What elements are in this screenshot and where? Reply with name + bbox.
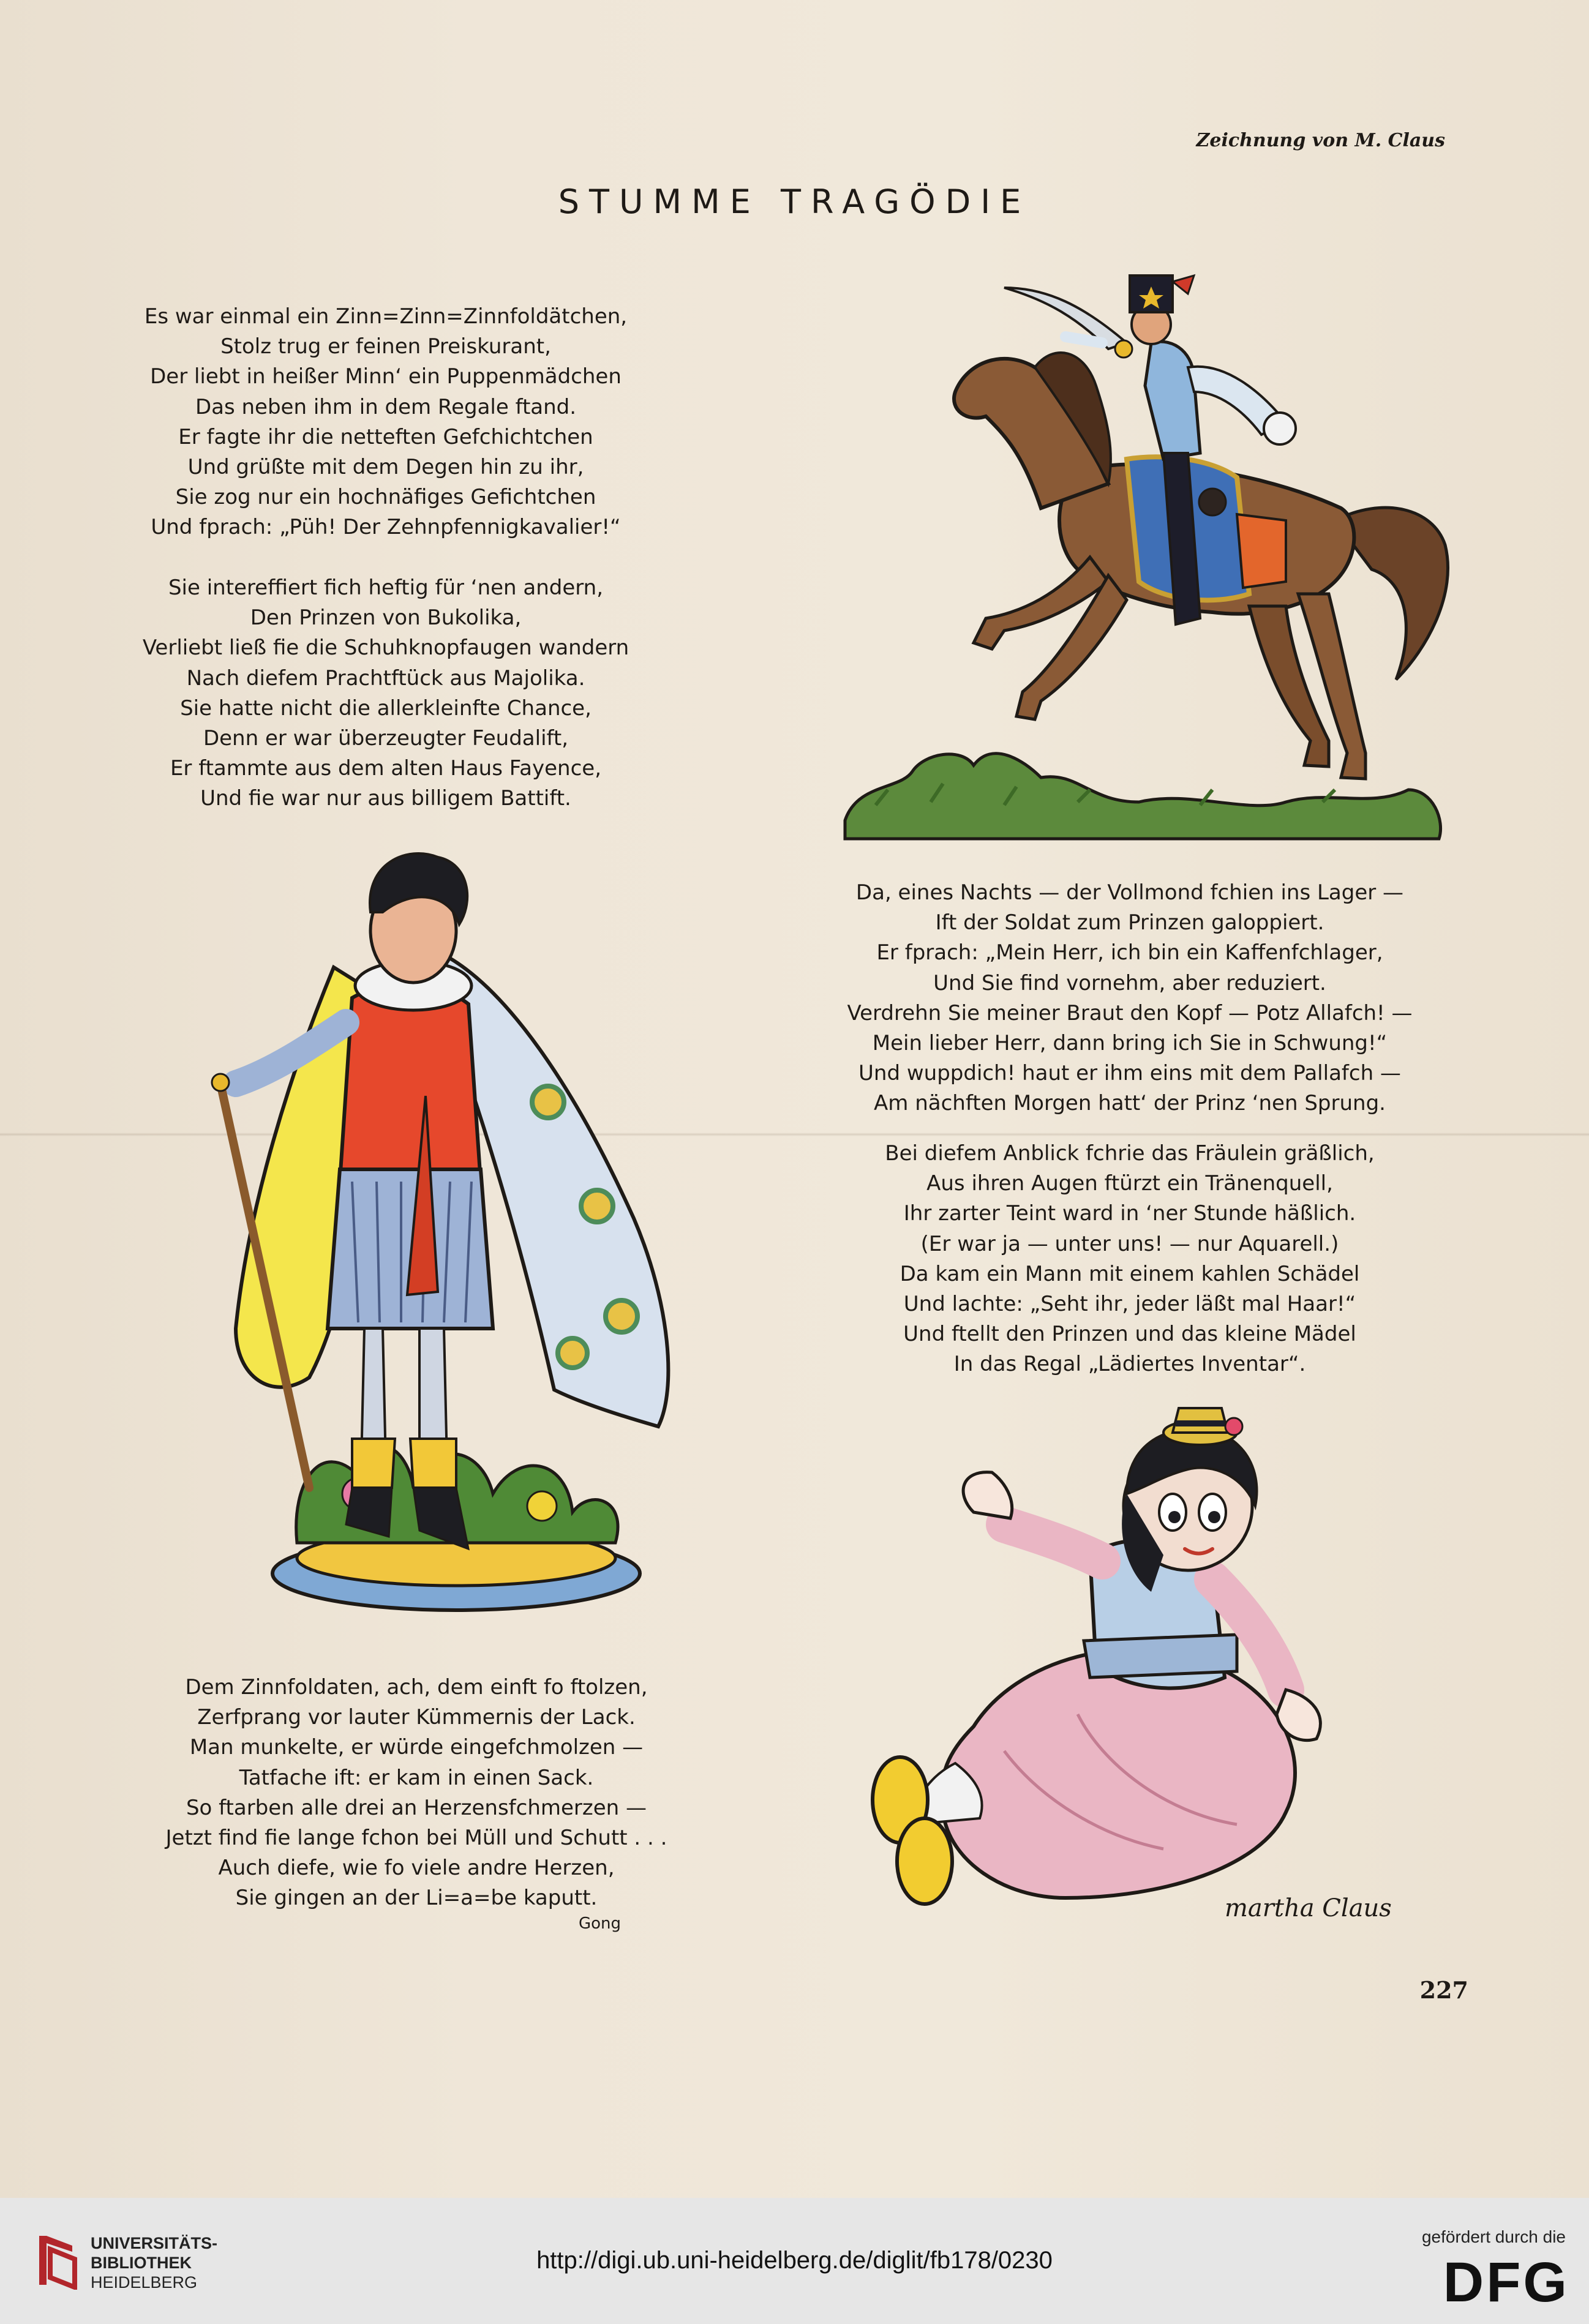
poem-line: Aus ihren Augen ftürzt ein Tränenquell, xyxy=(926,1171,1333,1196)
poem-line: Da, eines Nachts — der Vollmond fchien ins Lager — xyxy=(855,880,1404,905)
stanza-4 xyxy=(793,1139,1467,1380)
poem-line: Der liebt in heißer Minn‘ ein Puppenmädchen xyxy=(150,364,622,389)
poem-title: STUMME TRAGÖDIE xyxy=(558,182,1031,221)
poem-line: Und Sie find vornehm, aber reduziert. xyxy=(933,970,1326,995)
poem-line: Stolz trug er feinen Preiskurant, xyxy=(220,334,551,359)
stanza-5 xyxy=(147,1673,686,1914)
poem-line: Sie intereffiert fich heftig für ‘nen andern, xyxy=(168,575,604,600)
poem-line: Und grüßte mit dem Degen hin zu ihr, xyxy=(187,455,584,480)
poem-line: Das neben ihm in dem Regale ftand. xyxy=(195,394,577,419)
poem-line: Es war einmal ein Zinn=Zinn=Zinnfoldätchen, xyxy=(144,304,628,329)
poem-line: Dem Zinnfoldaten, ach, dem einft fo ftolzen, xyxy=(185,1675,648,1700)
poem-line: Denn er war überzeugter Feudalift, xyxy=(203,726,569,751)
poem-line: Am nächften Morgen hatt‘ der Prinz ‘nen Sprung. xyxy=(874,1091,1386,1116)
poem-line: So ftarben alle drei an Herzensfchmerzen — xyxy=(186,1795,647,1820)
stanza-2 xyxy=(132,573,640,814)
library-name-line: HEIDELBERG xyxy=(91,2273,198,2292)
poem-line: Bei diefem Anblick fchrie das Fräulein gräßlich, xyxy=(885,1141,1375,1166)
poem-line: Und lachte: „Seht ihr, jeder läßt mal Haar!“ xyxy=(903,1292,1356,1317)
permalink-url[interactable]: http://digi.ub.uni-heidelberg.de/diglit/fb178/0230 xyxy=(536,2247,1053,2274)
poem-line: Ift der Soldat zum Prinzen galoppiert. xyxy=(935,910,1324,935)
poem-line: Und fprach: „Püh! Der Zehnpfennigkavalier!“ xyxy=(151,515,621,540)
hussar-horse-illustration xyxy=(821,251,1482,875)
poem-line: Und fie war nur aus billigem Battift. xyxy=(200,786,571,811)
poem-line: Sie hatte nicht die allerkleinfte Chance, xyxy=(180,695,592,721)
stanza-1 xyxy=(132,302,640,543)
poem-line: Jetzt find fie lange fchon bei Müll und Schutt . . . xyxy=(165,1826,667,1851)
poem-line: Und wuppdich! haut er ihm eins mit dem Pallafch — xyxy=(858,1061,1401,1086)
poem-line: Man munkelte, er würde eingefchmolzen — xyxy=(189,1735,644,1760)
poem-line: Er fprach: „Mein Herr, ich bin ein Kaffenfchlager, xyxy=(876,940,1383,965)
poem-line: Verliebt ließ fie die Schuhknopfaugen wandern xyxy=(142,635,629,661)
poem-line: Verdrehn Sie meiner Braut den Kopf — Potz Allafch! — xyxy=(847,1000,1413,1025)
page-number: 227 xyxy=(1419,1976,1468,2004)
poem-line: (Er war ja — unter uns! — nur Aquarell.) xyxy=(920,1231,1339,1256)
poem-line: Er ftammte aus dem alten Haus Fayence, xyxy=(170,756,602,781)
library-name-line: BIBLIOTHEK xyxy=(91,2254,192,2272)
artist-signature: martha Claus xyxy=(1225,1894,1392,1922)
doll-illustration xyxy=(821,1371,1457,1947)
illustrator-credit: Zeichnung von M. Claus xyxy=(1196,130,1445,151)
poem-line: Ihr zarter Teint ward in ‘ner Stunde häßlich. xyxy=(903,1201,1356,1226)
poem-line: Tatfache ift: er kam in einen Sack. xyxy=(239,1765,594,1790)
poem-line: Mein lieber Herr, dann bring ich Sie in Schwung!“ xyxy=(872,1031,1388,1056)
poem-line: Da kam ein Mann mit einem kahlen Schädel xyxy=(900,1261,1360,1286)
poem-line: Den Prinzen von Bukolika, xyxy=(250,605,522,631)
prince-majolica-illustration xyxy=(150,839,689,1635)
poem-line: Und ftellt den Prinzen und das kleine Mädel xyxy=(903,1322,1356,1347)
poem-line: Sie gingen an der Li=a=be kaputt. xyxy=(235,1886,598,1911)
poem-line: Zerfprang vor lauter Kümmernis der Lack. xyxy=(197,1705,636,1730)
library-footer xyxy=(0,2198,1589,2324)
funded-by-label: gefördert durch die xyxy=(1421,2227,1566,2246)
stanza-3 xyxy=(793,878,1467,1119)
poem-line: In das Regal „Lädiertes Inventar“. xyxy=(953,1352,1306,1377)
library-name-line: UNIVERSITÄTS- xyxy=(91,2234,218,2252)
poem-line: Auch diefe, wie fo viele andre Herzen, xyxy=(218,1856,615,1881)
poem-line: Sie zog nur ein hochnäfiges Gefichtchen xyxy=(175,485,596,510)
dfg-logo: DFG xyxy=(1443,2251,1569,2314)
source-credit: Gong xyxy=(579,1914,622,1933)
poem-line: Nach diefem Prachtftück aus Majolika. xyxy=(186,665,585,691)
poem-line: Er fagte ihr die netteften Gefchichtchen xyxy=(178,424,593,449)
